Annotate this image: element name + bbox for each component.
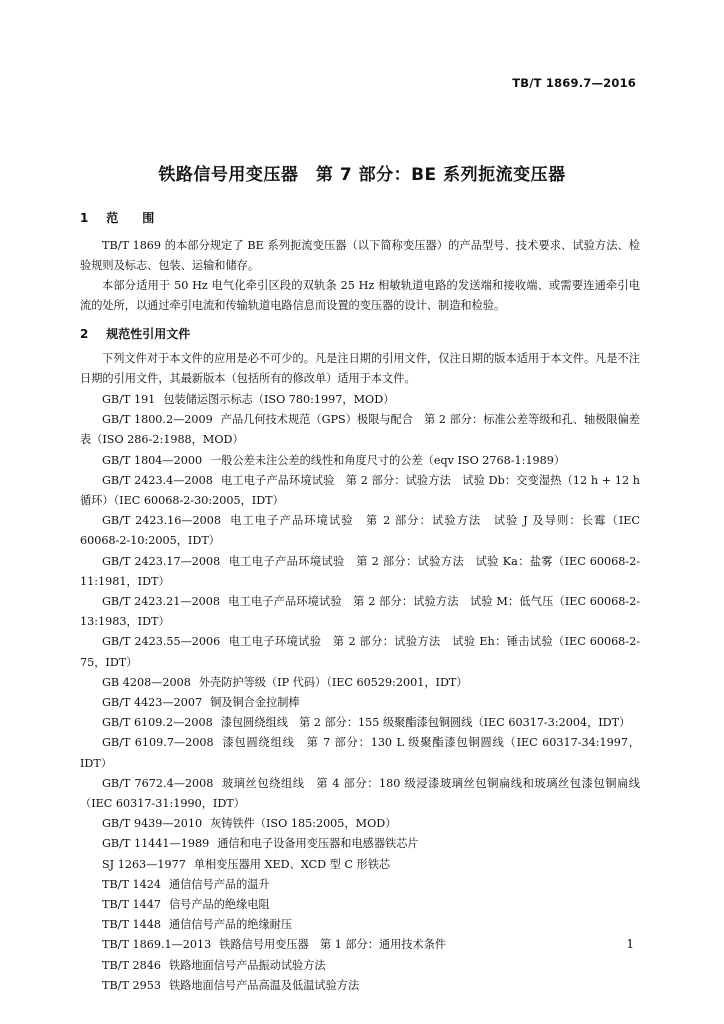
- reference-item: [80, 511, 640, 551]
- reference-code: GB/T 4423—2007: [102, 696, 203, 710]
- reference-title: 漆包圆绕组线 第 2 部分：155 级聚酯漆包铜圆线（IEC 60317-3:2004，IDT）: [220, 716, 631, 730]
- reference-title: 外壳防护等级（IP 代码）（IEC 60529:2001，IDT）: [198, 675, 468, 689]
- reference-title: 通信和电子设备用变压器和电感器铁芯片: [217, 837, 419, 851]
- reference-code: GB/T 1800.2—2009: [102, 413, 213, 427]
- reference-code: SJ 1263—1977: [102, 857, 186, 871]
- reference-item: [80, 814, 640, 834]
- reference-item: [80, 733, 640, 773]
- reference-title: 信号产品的绝缘电阻: [168, 898, 270, 912]
- page-number: 1: [626, 937, 634, 951]
- section-title: 范 围: [106, 211, 155, 225]
- reference-title: 电工电子环境试验 第 2 部分：试验方法 试验 Eh：锤击试验（IEC 60068-2-75，IDT）: [80, 635, 640, 669]
- reference-item: [80, 592, 640, 632]
- reference-code: GB/T 2423.55—2006: [102, 635, 221, 649]
- reference-item: [80, 915, 640, 935]
- reference-item: [80, 552, 640, 592]
- reference-title: 电工电子产品环境试验 第 2 部分：试验方法 试验 J 及导则：长霉（IEC 60068-2-10:2005，IDT）: [80, 514, 640, 548]
- section-1-body: [80, 236, 640, 316]
- reference-title: 铁路地面信号产品振动试验方法: [168, 958, 326, 972]
- reference-code: GB/T 2423.17—2008: [102, 554, 221, 568]
- reference-code: GB/T 6109.2—2008: [102, 716, 213, 730]
- reference-code: GB/T 1804—2000: [102, 453, 203, 467]
- standard-number: TB/T 1869.7—2016: [512, 76, 636, 90]
- reference-code: GB/T 191: [102, 393, 156, 406]
- reference-code: GB/T 2423.16—2008: [102, 514, 222, 528]
- document-title: 铁路信号用变压器 第 7 部分：BE 系列扼流变压器: [158, 165, 566, 185]
- reference-code: TB/T 1447: [102, 898, 161, 912]
- reference-title: 铁路地面信号产品高温及低温试验方法: [168, 978, 360, 992]
- reference-title: 电工电子产品环境试验 第 2 部分：试验方法 试验 Ka：盐雾（IEC 60068-2-11:1981，IDT）: [80, 554, 640, 588]
- reference-code: GB/T 9439—2010: [102, 817, 203, 831]
- reference-item: [80, 774, 640, 814]
- reference-title: 电工电子产品环境试验 第 2 部分：试验方法 试验 M：低气压（IEC 60068-2-13:1983，IDT）: [80, 595, 640, 629]
- section-2-heading: [80, 325, 190, 342]
- reference-item: [80, 875, 640, 895]
- reference-title: 漆包圆绕组线 第 7 部分：130 L 级聚酯漆包铜圆线（IEC 60317-34:1997，IDT）: [80, 736, 640, 770]
- reference-title: 单相变压器用 XED、XCD 型 C 形铁芯: [193, 857, 391, 871]
- reference-title: 铁路信号用变压器 第 1 部分：通用技术条件: [219, 938, 447, 952]
- reference-title: 通信信号产品的温升: [168, 877, 270, 891]
- reference-code: GB/T 11441—1989: [102, 837, 210, 851]
- reference-item: [80, 895, 640, 915]
- section-number: 2: [80, 327, 89, 341]
- reference-title: 产品几何技术规范（GPS）极限与配合 第 2 部分：标准公差等级和孔、轴极限偏差表（ISO 286-2:1988，MOD）: [80, 413, 640, 447]
- section-title: 规范性引用文件: [106, 327, 191, 341]
- reference-code: GB/T 6109.7—2008: [102, 736, 214, 750]
- reference-item: [80, 976, 640, 996]
- reference-code: GB/T 7672.4—2008: [102, 776, 214, 790]
- reference-item: [80, 451, 640, 471]
- reference-item: [80, 713, 640, 733]
- reference-code: TB/T 1448: [102, 918, 161, 932]
- reference-title: 玻璃丝包绕组线 第 4 部分：180 级浸漆玻璃丝包铜扁线和玻璃丝包漆包铜扁线（IEC 60317-31:1990，IDT）: [80, 776, 640, 811]
- reference-title: 灰铸铁件（ISO 185:2005，MOD）: [210, 817, 397, 831]
- section-1-heading: [80, 209, 154, 226]
- reference-code: GB/T 2423.21—2008: [102, 595, 221, 609]
- reference-item: [80, 390, 640, 410]
- section-number: 1: [80, 211, 89, 225]
- paragraph: 本部分适用于 50 Hz 电气化牵引区段的双轨条 25 Hz 相敏轨道电路的发送端和接收端、或需要连通牵引电流的处所，以通过牵引电流和传输轨道电路信息而设置的变压器的设计、制造和检验。: [80, 279, 640, 312]
- reference-item: [80, 673, 640, 693]
- reference-item: [80, 834, 640, 854]
- section-2-body: [80, 349, 640, 389]
- reference-item: [80, 935, 640, 955]
- paragraph: 下列文件对于本文件的应用是必不可少的。凡是注日期的引用文件，仅注日期的版本适用于本文件。凡是不注日期的引用文件，其最新版本（包括所有的修改单）适用于本文件。: [80, 352, 640, 385]
- reference-list: [80, 390, 640, 996]
- reference-item: [80, 855, 640, 875]
- reference-title: 电工电子产品环境试验 第 2 部分：试验方法 试验 Db：交变湿热（12 h + 12 h 循环）（IEC 60068-2-30:2005，IDT）: [80, 473, 641, 508]
- reference-item: [80, 410, 640, 450]
- reference-code: TB/T 2953: [102, 978, 161, 992]
- reference-title: 一般公差未注公差的线性和角度尺寸的公差（eqv ISO 2768-1:1989）: [210, 453, 566, 467]
- reference-code: TB/T 2846: [102, 958, 161, 972]
- paragraph: TB/T 1869 的本部分规定了 BE 系列扼流变压器（以下简称变压器）的产品型号、技术要求、试验方法、检验规则及标志、包装、运输和储存。: [80, 239, 640, 272]
- reference-code: TB/T 1869.1—2013: [102, 938, 212, 952]
- reference-title: 包装储运图示标志（ISO 780:1997，MOD）: [163, 393, 395, 406]
- reference-code: TB/T 1424: [102, 877, 161, 891]
- reference-item: [80, 693, 640, 713]
- reference-title: 通信信号产品的绝缘耐压: [168, 918, 293, 932]
- reference-item: [80, 632, 640, 672]
- reference-item: [80, 956, 640, 976]
- reference-code: GB 4208—2008: [102, 675, 191, 689]
- reference-item: [80, 471, 640, 511]
- reference-code: GB/T 2423.4—2008: [102, 473, 213, 487]
- reference-title: 铜及铜合金拉制棒: [210, 696, 300, 710]
